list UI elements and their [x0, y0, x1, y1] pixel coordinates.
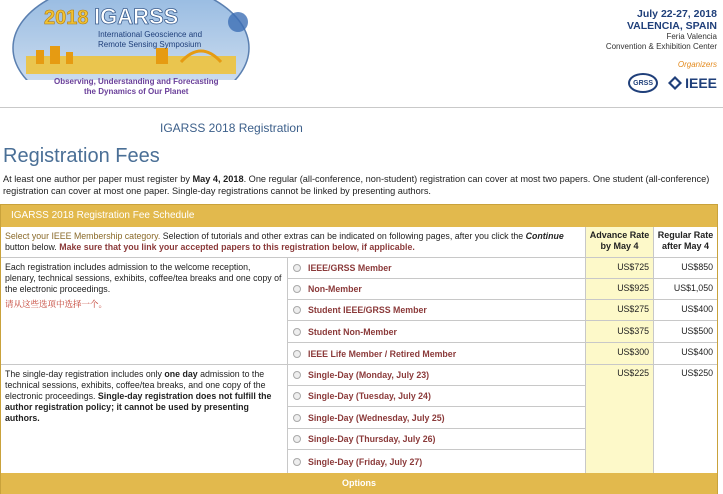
option-single-day-monday[interactable]: Single-Day (Monday, July 23): [288, 365, 586, 386]
option-non-member[interactable]: Non-Member: [288, 279, 586, 300]
price-advance: US$925: [586, 279, 653, 300]
site-header: [0, 0, 723, 107]
organizers: [628, 60, 717, 93]
price-advance: US$300: [617, 347, 649, 357]
option-ieee-grss-member[interactable]: IEEE/GRSS Member: [288, 258, 586, 279]
option-single-day-tuesday[interactable]: Single-Day (Tuesday, July 24): [288, 386, 586, 407]
logo-tagline2: the Dynamics of Our Planet: [84, 87, 189, 96]
price-regular: US$500: [654, 322, 717, 343]
instructions: Select your IEEE Membership category. Selection of tutorials and other extras can be indicated on following pages, after you click the Continue button below. Make sure that you link your accepted papers to this registration below, if applicable.: [1, 227, 586, 257]
radio-button[interactable]: [293, 350, 301, 358]
price-regular: US$1,050: [654, 279, 717, 300]
logo-line1: International Geoscience and: [98, 30, 203, 39]
logo-line2: Remote Sensing Symposium: [98, 40, 202, 49]
price-regular: US$850: [654, 258, 717, 279]
event-info: [606, 8, 717, 52]
radio-button[interactable]: [293, 458, 301, 466]
event-city: VALENCIA, SPAIN: [626, 20, 717, 32]
option-student-member[interactable]: Student IEEE/GRSS Member: [288, 300, 586, 321]
full-registration-description: Each registration includes admission to the welcome reception, plenary, technical sessions, exhibits, coffee/tea breaks and one copy of the electronic proceedings. 请从这些选项中选择一个。: [1, 258, 288, 364]
radio-button[interactable]: [293, 414, 301, 422]
table-header-row: [1, 227, 717, 258]
registration-title: IGARSS 2018 Registration: [160, 121, 303, 135]
full-registration-group: [1, 258, 717, 365]
radio-button[interactable]: [293, 264, 301, 272]
price-regular: US$400: [654, 300, 717, 321]
igarss-logo: [6, 0, 256, 107]
intro-text: At least one author per paper must register by May 4, 2018. One regular (all-conference, non-student) registration can cover at most two papers. One student (all-conference) registration can cover at most one paper. Single-day registrations cannot be linked by presenting authors.: [3, 174, 710, 196]
radio-button[interactable]: [293, 371, 301, 379]
fee-schedule-table: [0, 204, 718, 494]
col-header-advance: Advance Rate by May 4: [586, 227, 654, 257]
logo-name: IGARSS: [94, 4, 179, 29]
radio-button[interactable]: [293, 392, 301, 400]
price-regular: US$400: [681, 347, 713, 357]
advance-prices: [586, 258, 654, 364]
option-student-non-member[interactable]: Student Non-Member: [288, 322, 586, 343]
organizers-label: Organizers: [677, 60, 717, 69]
option-single-day-wednesday[interactable]: Single-Day (Wednesday, July 25): [288, 408, 586, 429]
chinese-note: 请从这些选项中选择一个。: [5, 299, 108, 309]
price-advance: US$275: [586, 300, 653, 321]
page-title: Registration Fees: [3, 145, 160, 167]
single-day-description: The single-day registration includes only one day admission to the technical sessions, exhibits, coffee/tea breaks, and one copy of the electronic proceedings. Single-day registration does not fulfill the author registration policy; it cannot be used by presenting authors.: [1, 365, 288, 473]
event-venue-2: Convention & Exhibition Center: [605, 42, 717, 51]
regular-prices: [654, 258, 717, 364]
single-day-options: [288, 365, 586, 473]
event-dates: July 22-27, 2018: [637, 8, 717, 20]
price-advance: US$375: [586, 322, 653, 343]
deadline: May 4, 2018: [192, 174, 244, 184]
ieee-logo: [668, 75, 717, 91]
single-day-group: [1, 365, 717, 473]
ieee-text: IEEE: [685, 75, 717, 91]
grss-logo: GRSS: [628, 73, 658, 93]
single-day-advance-price: US$225: [586, 365, 654, 473]
radio-button[interactable]: [293, 328, 301, 336]
radio-button[interactable]: [293, 435, 301, 443]
event-venue-1: Feria Valencia: [666, 32, 717, 41]
option-single-day-thursday[interactable]: Single-Day (Thursday, July 26): [288, 429, 586, 450]
option-life-member[interactable]: IEEE Life Member / Retired Member: [288, 343, 586, 364]
single-day-regular-price: US$250: [681, 368, 713, 378]
logo-tagline1: Observing, Understanding and Forecasting: [54, 77, 219, 86]
col-header-regular: Regular Rate after May 4: [657, 230, 714, 251]
radio-button[interactable]: [293, 306, 301, 314]
full-options: [288, 258, 586, 364]
schedule-title: IGARSS 2018 Registration Fee Schedule: [1, 205, 717, 227]
option-single-day-friday[interactable]: Single-Day (Friday, July 27): [288, 451, 586, 472]
options-bar[interactable]: Options: [1, 473, 717, 494]
organizer-logos: [628, 73, 717, 93]
ieee-diamond-icon: [668, 76, 682, 90]
logo-year: 2018: [44, 7, 89, 29]
header-divider: [0, 107, 723, 108]
radio-button[interactable]: [293, 285, 301, 293]
price-advance: US$725: [586, 258, 653, 279]
